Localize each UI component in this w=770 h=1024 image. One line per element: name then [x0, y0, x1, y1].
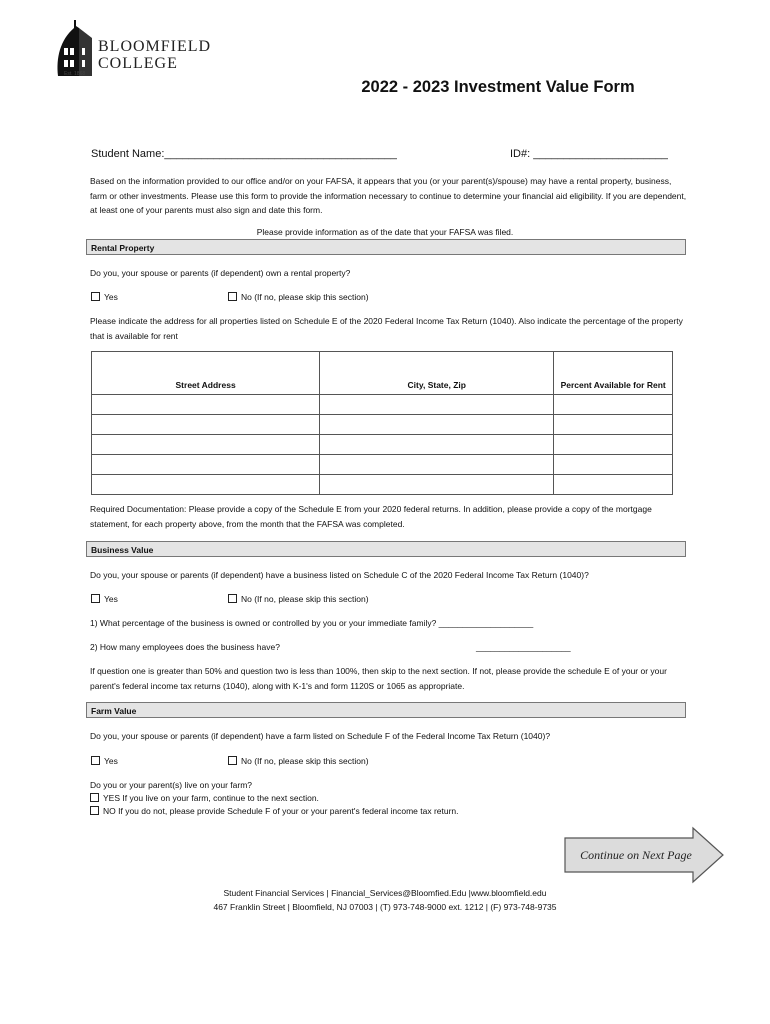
as-of-note: Please provide information as of the date that your FAFSA was filed. [256, 227, 514, 237]
college-name [98, 38, 211, 72]
farm-yes-option[interactable] [91, 754, 118, 768]
city-cell[interactable] [320, 395, 554, 415]
city-cell[interactable] [320, 455, 554, 475]
checkbox-icon[interactable] [90, 806, 99, 815]
continue-label: Continue on Next Page [580, 848, 692, 862]
checkbox-icon[interactable] [91, 594, 100, 603]
farm-no-label: No (If no, please skip this section) [241, 756, 369, 766]
farm-question: Do you, your spouse or parents (if dependent) have a farm listed on Schedule F of the Federal Income Tax Return (1040)? [90, 731, 551, 741]
city-cell[interactable] [320, 475, 554, 495]
percent-cell[interactable] [554, 415, 673, 435]
business-no-option[interactable] [228, 592, 369, 606]
checkbox-icon[interactable] [90, 793, 99, 802]
percent-cell[interactable] [554, 455, 673, 475]
business-q2-line[interactable]: ____________________ [476, 642, 571, 652]
property-table-header [92, 352, 673, 395]
footer-line1: Student Financial Services | Financial_Services@Bloomfied.Edu |www.bloomfield.edu [223, 888, 547, 898]
business-yes-option[interactable] [91, 592, 118, 606]
col-street-address: Street Address [92, 352, 320, 395]
rental-question: Do you, your spouse or parents (if dependent) own a rental property? [90, 268, 351, 278]
business-section-heading: Business Value [86, 541, 686, 557]
table-row [92, 415, 673, 435]
checkbox-icon[interactable] [228, 292, 237, 301]
table-row [92, 455, 673, 475]
farm-live-no-label: NO If you do not, please provide Schedule F of your or your parent's federal income tax return. [103, 806, 459, 816]
college-name-line2: COLLEGE [98, 55, 178, 72]
rental-yes-option[interactable] [91, 290, 118, 304]
checkbox-icon[interactable] [228, 594, 237, 603]
checkbox-icon[interactable] [91, 292, 100, 301]
street-cell[interactable] [92, 475, 320, 495]
street-cell[interactable] [92, 435, 320, 455]
table-row [92, 395, 673, 415]
rental-section-heading: Rental Property [86, 239, 686, 255]
student-id-field[interactable]: ID#: ______________________ [510, 148, 668, 160]
business-q2: 2) How many employees does the business have? [90, 642, 280, 652]
farm-live-question: Do you or your parent(s) live on your farm? [90, 780, 253, 790]
city-cell[interactable] [320, 435, 554, 455]
business-question: Do you, your spouse or parents (if dependent) have a business listed on Schedule C of the 2020 Federal Income Tax Return (1040)? [90, 570, 589, 580]
table-row [92, 475, 673, 495]
city-cell[interactable] [320, 415, 554, 435]
farm-live-no-option[interactable] [90, 804, 459, 818]
farm-live-yes-option[interactable] [90, 791, 319, 805]
business-no-label: No (If no, please skip this section) [241, 594, 369, 604]
rental-no-label: No (If no, please skip this section) [241, 292, 369, 302]
rental-no-option[interactable] [228, 290, 369, 304]
percent-cell[interactable] [554, 435, 673, 455]
logo-seal-text: Est. 1868 [64, 71, 86, 77]
street-cell[interactable] [92, 455, 320, 475]
form-title: 2022 - 2023 Investment Value Form [361, 78, 635, 96]
rental-instruction: Please indicate the address for all properties listed on Schedule E of the 2020 Federal Income Tax Return (1040). Also indicate the percentage of the property that is available for rent [90, 316, 683, 341]
table-row [92, 435, 673, 455]
property-table [91, 351, 673, 495]
college-name-line1: BLOOMFIELD [98, 38, 212, 55]
col-percent-available: Percent Available for Rent [554, 352, 673, 395]
street-cell[interactable] [92, 395, 320, 415]
percent-cell[interactable] [554, 395, 673, 415]
col-city-state-zip: City, State, Zip [320, 352, 554, 395]
intro-paragraph: Based on the information provided to our office and/or on your FAFSA, it appears that you (or your parent(s)/spouse) may have a rental property, business, farm or other investments. Please use this form to provide the information necessary to continue to determine your financial aid eligibility. If you are dependent, at least one of your parents must also sign and date this form. [90, 176, 687, 215]
checkbox-icon[interactable] [228, 756, 237, 765]
street-cell[interactable] [92, 415, 320, 435]
business-note: If question one is greater than 50% and question two is less than 100%, then skip to the next section. If not, please provide the schedule E of your or your parent's federal income tax returns (1040), along with K-1's and form 1120S or 1065 as appropriate. [90, 666, 667, 691]
farm-yes-label: Yes [104, 756, 118, 766]
rental-required-doc: Required Documentation: Please provide a copy of the Schedule E from your 2020 federal returns. In addition, please provide a copy of the mortgage statement, for each property above, from the month that the FAFSA was completed. [90, 504, 652, 529]
rental-yes-label: Yes [104, 292, 118, 302]
footer-line2: 467 Franklin Street | Bloomfield, NJ 07003 | (T) 973-748-9000 ext. 1212 | (F) 973-748-9735 [213, 902, 557, 912]
farm-live-yes-label: YES If you live on your farm, continue to the next section. [103, 793, 319, 803]
business-q1[interactable]: 1) What percentage of the business is owned or controlled by you or your immediate family? ____________________ [90, 618, 534, 628]
farm-section-heading: Farm Value [86, 702, 686, 718]
percent-cell[interactable] [554, 475, 673, 495]
checkbox-icon[interactable] [91, 756, 100, 765]
student-name-field[interactable]: Student Name:______________________________________ [91, 148, 397, 160]
farm-no-option[interactable] [228, 754, 369, 768]
business-yes-label: Yes [104, 594, 118, 604]
